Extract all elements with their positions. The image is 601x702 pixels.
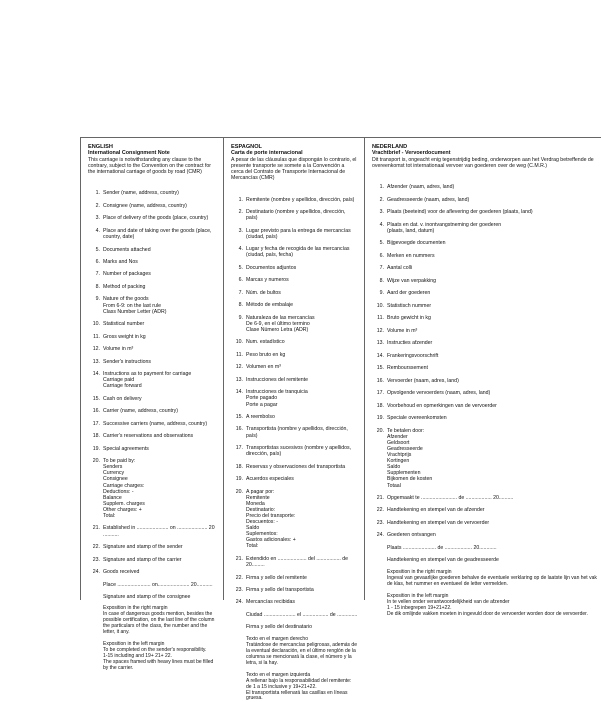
field-number: 14. (235, 389, 243, 396)
field-number: 1. (238, 196, 243, 203)
field-label (231, 489, 358, 550)
field-number: 18. (235, 463, 243, 470)
field-number: 22. (376, 507, 384, 514)
field-label (88, 458, 217, 519)
field-text: Voorbehoud en opmerkingen van de vervoerder (387, 402, 497, 409)
field-number: 17. (376, 390, 384, 397)
field-number: 20. (235, 488, 243, 495)
field-text: Opgemaakt te ......................... de .................. 20.......... (387, 495, 514, 501)
field-number: 17. (235, 445, 243, 452)
field-label (88, 371, 217, 389)
field-text: Marks and Nos (103, 258, 138, 265)
field-text: Peso bruto en kg (246, 351, 286, 358)
field-text: Statistisch nummer (387, 302, 432, 309)
field-label (231, 290, 358, 296)
column-english (81, 138, 221, 672)
field-label (231, 445, 358, 457)
field-text: Firma y sello del remitente (246, 574, 307, 581)
field-text: Goods received (103, 569, 140, 576)
field-label (231, 426, 358, 438)
footer-text: Exposition in the right margin In case of dangerous goods mention, besides the possible certification, on the last line of the column the particulars of the class, the number and the letter, it any. (103, 605, 215, 636)
field-text: Reservas y observaciones del transportista (246, 463, 346, 470)
field-number: 22. (235, 574, 243, 581)
field-label (88, 284, 217, 290)
field-number: 6. (238, 277, 243, 284)
footer-text: Exposition in the left margin To be completed on the sender's responsibility. 1-15 including and 19+ 21+ 22. The spaces framed with heavy lines must be filled by the carrier. (103, 641, 214, 672)
footer-text: Plaats ....................... de ................... 20............ (387, 544, 497, 551)
footer-text: Texto en el margen izquierda A rellenar bajo la responsabilidad del remitente: de 1 a 15 inclusive y 19+21+22. El transportista rellenará las casillas en líneas gruesa. (246, 671, 352, 702)
field-label (372, 222, 597, 234)
field-number: 1. (379, 184, 384, 191)
field-text: Destinatario (nombre y apellidos, dirección, país) (246, 209, 346, 222)
field-number: 3. (379, 209, 384, 216)
field-text: Aard der goederen (387, 290, 431, 297)
field-text: Successive carriers (name, address, country) (103, 420, 208, 427)
field-text: Speciale overeenkomsten (387, 415, 447, 422)
field-number: 7. (379, 265, 384, 272)
field-number: 5. (95, 246, 100, 253)
field-text: Afzender (naam, adres, land) (387, 184, 455, 191)
field-label (372, 184, 597, 190)
field-label (372, 403, 597, 409)
field-label (231, 587, 358, 593)
field-number: 2. (95, 202, 100, 209)
field-number: 24. (92, 569, 100, 576)
field-number: 3. (95, 215, 100, 222)
field-text: Volumen en m³ (246, 364, 281, 371)
field-label (372, 303, 597, 309)
field-text: Signature and stamp of the carrier (103, 556, 182, 563)
field-label (88, 247, 217, 253)
intro-text: A pesar de las cláusulas que dispongán lo contrario, el presente transporte se somete a la Convención a cerca del Contrato de Transporte Internacional de Mercancías (CMR) (231, 157, 357, 182)
field-number: 4. (379, 221, 384, 228)
field-label (231, 599, 358, 605)
field-text: Geadresseerde (naam, adres, land) (387, 196, 470, 203)
field-label (372, 495, 597, 501)
field-number: 17. (92, 420, 100, 427)
field-number: 21. (92, 525, 100, 532)
field-number: 18. (376, 402, 384, 409)
field-number: 8. (379, 277, 384, 284)
field-text: Lugar y fecha de recogida de las mercancías (ciudad, país, fecha) (246, 246, 350, 259)
field-label (88, 396, 217, 402)
field-label (372, 507, 597, 513)
field-label (88, 446, 217, 452)
field-text: Opvolgende vervoerders (naam, adres, land) (387, 390, 491, 397)
field-text: Remitente (nombre y apellidos, dirección, país) (246, 196, 355, 203)
field-text: Wijze van verpakking (387, 277, 437, 284)
field-text: Mercancías recibidas (246, 599, 296, 606)
field-label (372, 353, 597, 359)
field-text: Transportistas sucesivos (nombre y apellidos, dirección, país) (246, 445, 352, 458)
field-number: 14. (376, 352, 384, 359)
field-number: 11. (377, 315, 384, 322)
field-number: 4. (95, 227, 100, 234)
field-text: Goederen ontvangen (387, 532, 436, 539)
field-number: 12. (92, 346, 100, 353)
field-label (88, 421, 217, 427)
field-text: Number of packages (103, 271, 151, 278)
field-label (372, 378, 597, 384)
field-text: Consignee (name, address, country) (103, 202, 187, 209)
field-number: 20. (92, 458, 100, 465)
field-label (88, 190, 217, 196)
field-label (88, 228, 217, 240)
field-number: 14. (92, 371, 100, 378)
field-text: Carrier (name, address, country) (103, 408, 178, 415)
field-text: To be paid by: Senders Currency Consignee Carriage charges: Deductions: - Balance Supplem. charges Other charges: + Total: (103, 458, 145, 519)
field-number: 6. (379, 252, 384, 259)
field-number: 12. (376, 327, 384, 334)
field-text: Instrucciones del remitente (246, 376, 308, 383)
field-number: 13. (376, 340, 384, 347)
field-text: Sender's instructions (103, 358, 151, 365)
field-text: Gross weight in kg (103, 333, 146, 340)
field-number: 8. (238, 302, 243, 309)
footer-text: Texto en el margen derecho Tratándose de mercancías peligrosas, además de la eventual declaración, en el último renglón de la columna se mencionará la clase, el número y la letra, si la hay. (246, 635, 357, 666)
field-label (372, 197, 597, 203)
footer-text: Firma y sello del destinatario (246, 624, 313, 631)
field-label (372, 209, 597, 215)
field-text: Volume in m³ (387, 327, 418, 334)
field-text: Bruto gewicht in kg (387, 315, 431, 322)
field-label (231, 352, 358, 358)
field-text: Naturaleza de las mercancías De 6-9, en el último termino Clase Número Letra (ADR) (246, 314, 315, 333)
field-text: Bijgevoegde documenten (387, 240, 446, 247)
field-number: 15. (235, 414, 243, 420)
field-number: 6. (95, 258, 100, 265)
field-label (372, 328, 597, 334)
footer-text: Exposition in the left margin In te vellen onder verantwoordelijkheid van de afzender 1 - 15 inbegrepen 19+21+22. De dik omlijnde vakken moeten in ingevuld door de vervoerder worden door de vervoerder. (387, 593, 588, 617)
field-label (231, 414, 358, 420)
field-number: 21. (235, 555, 243, 562)
field-label (231, 302, 358, 308)
field-label (231, 197, 358, 203)
field-label (372, 520, 597, 526)
field-label (88, 408, 217, 414)
field-text: Statistical number (103, 321, 145, 328)
field-number: 18. (92, 433, 100, 440)
field-label (372, 340, 597, 346)
field-number: 19. (376, 415, 384, 422)
field-text: Merken en nummers (387, 252, 435, 259)
field-label (372, 278, 597, 284)
field-number: 2. (238, 209, 243, 216)
field-number: 22. (92, 544, 100, 551)
field-number: 20. (376, 427, 384, 434)
field-number: 5. (379, 240, 384, 247)
field-text: Rembourssement (387, 365, 428, 372)
field-label (231, 277, 358, 283)
field-text: Carrier's reservations and observations (103, 433, 194, 440)
field-label (372, 532, 597, 538)
field-label (88, 334, 217, 340)
field-number: 10. (376, 302, 384, 309)
field-label (372, 390, 597, 396)
field-number: 5. (238, 264, 243, 271)
field-number: 7. (238, 289, 243, 296)
field-text: Acuerdos especiales (246, 476, 294, 483)
field-label (88, 203, 217, 209)
field-label (372, 265, 597, 271)
field-text: Handtekening en stempel van de vervoerder (387, 519, 490, 526)
field-text: Instructions as to payment for carriage Carriage paid Carriage forward (103, 371, 192, 390)
field-label (88, 259, 217, 265)
field-number: 19. (235, 476, 243, 483)
field-label (88, 359, 217, 365)
field-label (88, 296, 217, 314)
language-heading: ESPAGNOL (231, 144, 262, 150)
field-text: Extendido en .................... del ................. de 20......... (246, 555, 349, 569)
field-number: 7. (95, 271, 100, 278)
field-label (372, 240, 597, 246)
field-label (231, 575, 358, 581)
field-text: Place and date of taking over the goods (place, country, date) (103, 227, 212, 241)
blank-top-area (0, 0, 601, 137)
field-text: Established in ...................... on ..................... 20 ........... (103, 525, 215, 538)
field-text: A pagar por: Remitente Moneda Destinatario: Precio del transporte: Descuentos: - Saldo Suplementos: Gastos adicionales: + Total: (246, 488, 296, 550)
field-number: 16. (92, 408, 100, 415)
field-text: Aantal colli (387, 265, 413, 272)
field-text: Te betalen door: Afzender Geldsoort Geadresseerde Vrachtprijs Kortingen Saldo Supplementen Bijkomen de kosten Totaal (387, 427, 433, 489)
field-label (88, 544, 217, 550)
field-label (372, 365, 597, 371)
field-text: Place of delivery of the goods (place, country) (103, 215, 209, 222)
field-text: Nature of the goods From 6-9: on the last rule Class Number Letter (ADR) (103, 296, 167, 315)
field-number: 9. (238, 314, 243, 321)
field-label (231, 556, 358, 568)
field-number: 23. (235, 587, 243, 593)
document-title: Vrachtbrief - Vervoerdocument (372, 150, 451, 157)
field-text: Num. estadístico (246, 339, 285, 346)
field-number: 10. (235, 339, 243, 346)
field-text: Signature and stamp of the sender (103, 544, 183, 551)
field-number: 1. (95, 190, 100, 197)
footer-text: Exposition in the right margin Ingeval van gevaarlijke goederen behalve de eventuele verklaring op de laatste lijn van het vak de klas, het nummer en eventueel de letter vermelden. (387, 568, 597, 587)
field-label (231, 377, 358, 383)
field-number: 15. (92, 395, 100, 402)
column-spanish (223, 138, 362, 702)
intro-text: This carriage is notwithstanding any clause to the contrary, subject to the Convention on the contract for the international carriage of goods by road (CMR) (88, 157, 212, 176)
field-number: 23. (376, 519, 384, 526)
field-text: Special agreements (103, 445, 149, 452)
footer-text: Place ....................... on...................... 20........... (103, 581, 213, 588)
field-label (231, 476, 358, 482)
field-label (231, 209, 358, 221)
field-label (88, 433, 217, 439)
field-number: 9. (95, 296, 100, 303)
field-number: 3. (238, 227, 243, 234)
field-label (88, 215, 217, 221)
footer-text: Ciudad ...................... el .................. de .............. (246, 611, 358, 618)
field-text: Firma y sello del transportista (246, 587, 314, 593)
language-heading: ENGLISH (88, 144, 113, 150)
field-text: Instructies afzender (387, 340, 433, 347)
field-label (88, 525, 217, 537)
field-text: Marcas y numeros (246, 277, 289, 284)
field-number: 19. (92, 445, 100, 452)
field-text: Transportista (nombre y apellidos, dirección, país) (246, 426, 348, 439)
field-number: 13. (92, 358, 100, 365)
field-label (231, 389, 358, 407)
field-number: 13. (235, 376, 243, 383)
field-number: 11. (236, 351, 243, 358)
field-label (231, 464, 358, 470)
field-label (231, 339, 358, 345)
field-number: 24. (376, 532, 384, 539)
field-text: Cash on delivery (103, 395, 142, 402)
field-number: 11. (93, 333, 100, 340)
field-number: 9. (379, 290, 384, 297)
field-number: 12. (235, 364, 243, 371)
field-label (372, 415, 597, 421)
field-text: Handtekening en stempel van de afzender (387, 507, 485, 514)
document-title: International Consignment Note (88, 150, 170, 157)
field-number: 21. (376, 495, 384, 501)
field-text: A reembolso (246, 414, 275, 420)
field-label (88, 271, 217, 277)
field-text: Documentos adjuntos (246, 264, 297, 271)
field-label (88, 321, 217, 327)
field-text: Vervoerder (naam, adres, land) (387, 377, 459, 384)
field-label (231, 228, 358, 240)
field-text: Instrucciones de tranquicia Porte pagado Porte a pagar (246, 389, 308, 408)
footer-text: Signature and stamp of the consignee (103, 593, 191, 600)
field-number: 23. (92, 556, 100, 563)
field-text: Plaats en dat. v. inontvangstneming der goederen (plaats, land, datum) (387, 221, 502, 234)
field-number: 8. (95, 283, 100, 290)
field-number: 16. (376, 377, 384, 384)
field-text: Núm. de bultos (246, 289, 281, 296)
field-label (88, 346, 217, 352)
field-label (231, 265, 358, 271)
language-heading: NEDERLAND (372, 144, 408, 150)
field-label (88, 569, 217, 575)
field-label (372, 253, 597, 259)
field-label (88, 557, 217, 563)
field-text: Method of packing (103, 283, 146, 290)
field-text: Frankeringsvoorschrift (387, 352, 439, 359)
field-text: Documents attached (103, 246, 151, 253)
field-number: 2. (379, 196, 384, 203)
field-number: 15. (376, 365, 384, 372)
field-label (372, 428, 597, 489)
field-number: 16. (235, 426, 243, 433)
field-text: Método de embalaje (246, 302, 294, 309)
field-text: Sender (name, address, country) (103, 190, 179, 197)
field-label (231, 315, 358, 333)
field-number: 10. (92, 321, 100, 328)
field-number: 24. (235, 599, 243, 606)
field-label (231, 364, 358, 370)
field-number: 4. (238, 246, 243, 253)
field-text: Plaats (beeteind) voor de aflevering der goederen (plaats, land) (387, 209, 533, 216)
footer-text: Handtekening en stempel van de geadresseerde (387, 557, 499, 564)
field-text: Volume in m³ (103, 346, 134, 353)
intro-text: Dit transport is, ongeacht enig tegenstrijdig beding, onderworpen aan het Verdrag betreffende de overeenkomst tot internationaal vervoer van goederen over de weg (C.M.R.) (372, 157, 594, 170)
field-label (372, 315, 597, 321)
field-label (231, 246, 358, 258)
field-text: Lugar previsto para la entrega de mercancías (ciudad, país) (246, 227, 351, 240)
field-label (372, 290, 597, 296)
column-dutch (364, 138, 601, 617)
document-title: Carta de porte internacional (231, 150, 303, 157)
